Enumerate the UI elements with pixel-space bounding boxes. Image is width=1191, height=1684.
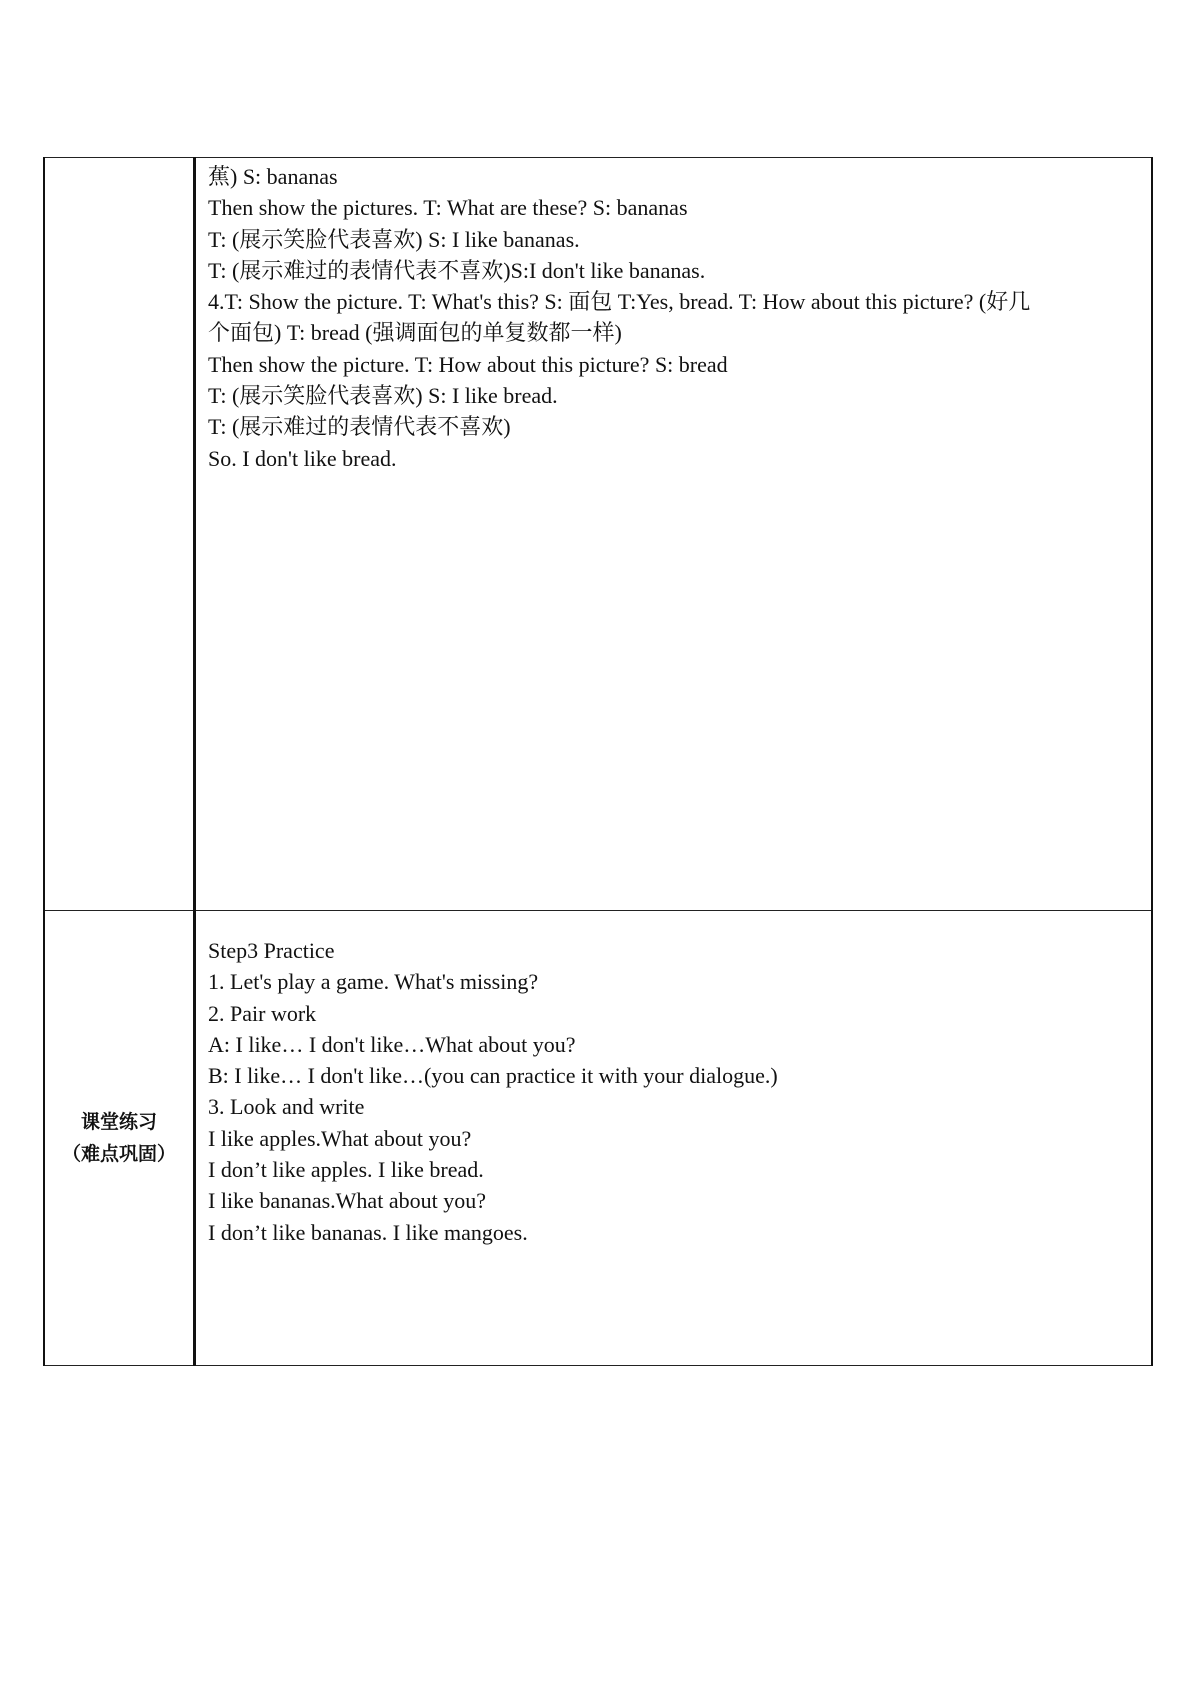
- content-line: 4.T: Show the picture. T: What's this? S: 面包 T:Yes, bread. T: How about this picture? (好几: [208, 289, 1031, 315]
- content-line: T: (展示笑脸代表喜欢) S: I like bread.: [208, 383, 558, 409]
- lesson-plan-table: [43, 157, 1153, 1366]
- row-label-cell: [44, 911, 195, 1366]
- row-label: [45, 1106, 193, 1170]
- content-line: Then show the picture. T: How about this picture? S: bread: [208, 351, 728, 377]
- content-line: T: (展示难过的表情代表不喜欢): [208, 414, 511, 440]
- row-label-line: 课堂练习: [80, 1111, 157, 1133]
- content-line: A: I like… I don't like…What about you?: [208, 1031, 576, 1057]
- content-line: 1. Let's play a game. What's missing?: [208, 969, 539, 995]
- content-lines: [196, 911, 1151, 1248]
- content-line: 蕉) S: bananas: [208, 164, 338, 189]
- content-line: 2. Pair work: [208, 1000, 317, 1026]
- content-lines: [196, 158, 1151, 474]
- row-label-line: （难点巩固）: [61, 1143, 176, 1165]
- content-line: I like bananas.What about you?: [208, 1188, 486, 1214]
- row-content-cell: [195, 911, 1153, 1366]
- row-label-cell: [44, 158, 195, 911]
- content-line: 个面包) T: bread (强调面包的单复数都一样): [208, 320, 622, 346]
- content-line: So. I don't like bread.: [208, 445, 397, 471]
- table-row: [44, 911, 1152, 1366]
- content-line: T: (展示笑脸代表喜欢) S: I like bananas.: [208, 226, 580, 252]
- content-line: I don’t like apples. I like bread.: [208, 1157, 484, 1183]
- content-line: Step3 Practice: [208, 938, 335, 963]
- content-line: 3. Look and write: [208, 1094, 365, 1120]
- content-line: I like apples.What about you?: [208, 1125, 472, 1151]
- content-line: Then show the pictures. T: What are these? S: bananas: [208, 195, 688, 221]
- content-line: T: (展示难过的表情代表不喜欢)S:I don't like bananas.: [208, 257, 706, 283]
- content-line: B: I like… I don't like…(you can practice it with your dialogue.): [208, 1063, 778, 1089]
- row-content-cell: [195, 158, 1153, 911]
- table-row: [44, 158, 1152, 911]
- content-line: I don’t like bananas. I like mangoes.: [208, 1219, 528, 1245]
